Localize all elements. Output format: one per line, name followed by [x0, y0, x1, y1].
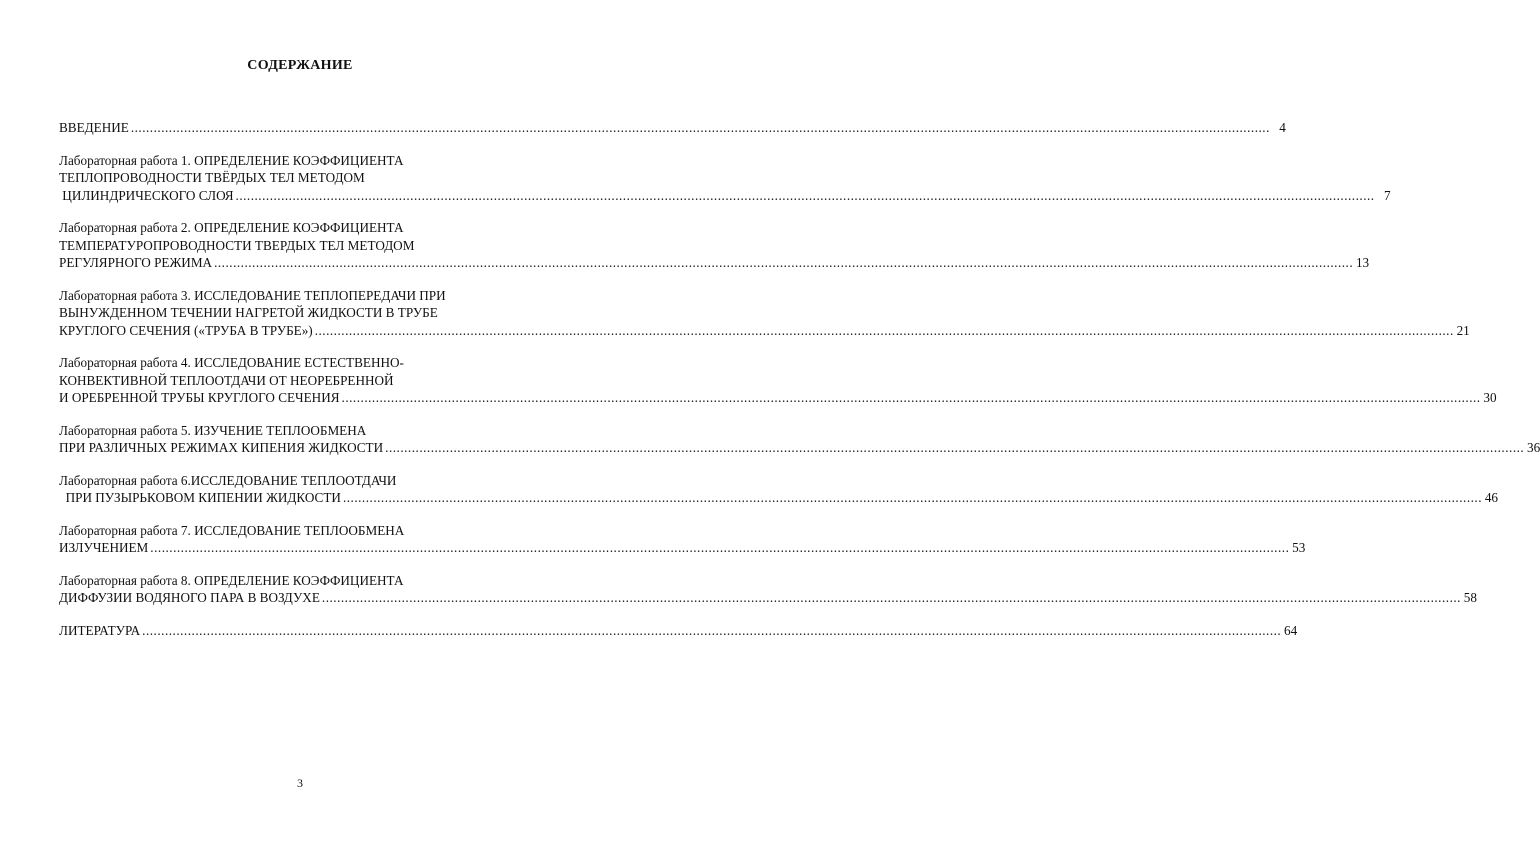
dot-leader: ............................................................................................................................................................................................................................................................................................................ [385, 440, 1525, 455]
toc-entry-title: РЕГУЛЯРНОГО РЕЖИМА [59, 255, 213, 270]
toc-entry-line: Лабораторная работа 6.ИССЛЕДОВАНИЕ ТЕПЛООТДАЧИ [59, 472, 397, 488]
toc-page-number: 64 [1284, 622, 1298, 638]
dot-leader: ............................................................................................................................................................................................................................................................................................................ [150, 540, 1290, 555]
dot-leader: ............................................................................................................................................................................................................................................................................................................ [342, 490, 1482, 505]
toc-page-number: 21 [1456, 322, 1470, 338]
toc-entry-line: Лабораторная работа 2. ОПРЕДЕЛЕНИЕ КОЭФФИЦИЕНТА [59, 220, 404, 235]
toc-entry-line: Лабораторная работа 3. ИССЛЕДОВАНИЕ ТЕПЛОПЕРЕДАЧИ ПРИ [59, 287, 446, 303]
toc-page-number: 46 [1484, 490, 1498, 505]
toc-page-number: 58 [1463, 590, 1477, 605]
toc-entry[interactable] [59, 622, 1298, 640]
toc-page-number: 36 [1527, 440, 1540, 455]
dot-leader: ............................................................................................................................................................................................................................................................................................................ [341, 390, 1481, 405]
toc-entry-line: Лабораторная работа 5. ИЗУЧЕНИЕ ТЕПЛООБМЕНА [59, 422, 367, 438]
toc-entry[interactable] [59, 119, 1286, 137]
toc-entry-line: Лабораторная работа 7. ИССЛЕДОВАНИЕ ТЕПЛООБМЕНА [59, 522, 405, 538]
toc-page-number: 53 [1292, 540, 1306, 555]
toc-entry[interactable] [59, 572, 1477, 607]
toc-entry-last-line [59, 322, 1470, 340]
toc-entry-line: ТЕПЛОПРОВОДНОСТИ ТВЁРДЫХ ТЕЛ МЕТОДОМ [59, 170, 365, 185]
toc-page-number: 7 [1383, 187, 1391, 203]
toc-entry[interactable] [59, 219, 1370, 272]
toc-entry[interactable] [59, 287, 1470, 340]
page-number: 3 [297, 776, 303, 790]
dot-leader: ............................................................................................................................................................................................................................................................................................................ [235, 187, 1375, 203]
dot-leader: ............................................................................................................................................................................................................................................................................................................ [314, 322, 1454, 338]
toc-entry-title: КРУГЛОГО СЕЧЕНИЯ («ТРУБА В ТРУБЕ») [59, 322, 313, 338]
dot-leader: ............................................................................................................................................................................................................................................................................................................ [214, 255, 1354, 270]
dot-leader: ............................................................................................................................................................................................................................................................................................................ [142, 622, 1282, 638]
toc-entry-last-line [59, 389, 1497, 407]
toc-entry-title: И ОРЕБРЕННОЙ ТРУБЫ КРУГЛОГО СЕЧЕНИЯ [59, 390, 340, 405]
toc-entry-title: ВВЕДЕНИЕ [59, 120, 129, 135]
toc-page-number: 13 [1355, 255, 1370, 270]
table-of-contents [59, 119, 1540, 639]
toc-entry-line: ТЕМПЕРАТУРОПРОВОДНОСТИ ТВЕРДЫХ ТЕЛ МЕТОДОМ [59, 237, 415, 253]
toc-entry-last-line [59, 439, 1540, 457]
dot-leader: ............................................................................................................................................................................................................................................................................................................ [321, 590, 1461, 605]
toc-entry[interactable] [59, 422, 1540, 457]
page-title: СОДЕРЖАНИЕ [247, 58, 353, 73]
toc-entry-title: ЛИТЕРАТУРА [59, 622, 141, 638]
toc-entry[interactable] [59, 354, 1497, 407]
toc-entry[interactable] [59, 152, 1391, 205]
toc-entry-last-line [59, 539, 1306, 557]
toc-entry-title: ДИФФУЗИИ ВОДЯНОГО ПАРА В ВОЗДУХЕ [59, 590, 320, 605]
toc-page-number: 30 [1483, 390, 1497, 405]
toc-entry-last-line [59, 622, 1298, 640]
toc-entry-last-line [59, 489, 1498, 507]
toc-entry-last-line [59, 187, 1391, 205]
toc-entry-title: ЦИЛИНДРИЧЕСКОГО СЛОЯ [59, 187, 234, 203]
toc-entry-last-line [59, 119, 1286, 137]
toc-entry[interactable] [59, 472, 1498, 507]
toc-entry-line: КОНВЕКТИВНОЙ ТЕПЛООТДАЧИ ОТ НЕОРЕБРЕННОЙ [59, 372, 394, 388]
dot-leader: ............................................................................................................................................................................................................................................................................................................ [130, 120, 1270, 135]
toc-entry-title: ПРИ РАЗЛИЧНЫХ РЕЖИМАХ КИПЕНИЯ ЖИДКОСТИ [59, 440, 384, 455]
toc-page-number: 4 [1279, 120, 1286, 135]
toc-entry-line: Лабораторная работа 1. ОПРЕДЕЛЕНИЕ КОЭФФИЦИЕНТА [59, 152, 404, 168]
toc-entry-last-line [59, 589, 1477, 607]
toc-entry-line: ВЫНУЖДЕННОМ ТЕЧЕНИИ НАГРЕТОЙ ЖИДКОСТИ В ТРУБЕ [59, 305, 438, 320]
toc-entry-last-line [59, 254, 1370, 272]
toc-entry[interactable] [59, 522, 1306, 557]
toc-entry-title: ИЗЛУЧЕНИЕМ [59, 540, 149, 555]
toc-entry-title: ПРИ ПУЗЫРЬКОВОМ КИПЕНИИ ЖИДКОСТИ [59, 490, 341, 505]
toc-entry-line: Лабораторная работа 4. ИССЛЕДОВАНИЕ ЕСТЕСТВЕННО- [59, 355, 404, 370]
toc-entry-line: Лабораторная работа 8. ОПРЕДЕЛЕНИЕ КОЭФФИЦИЕНТА [59, 572, 404, 588]
